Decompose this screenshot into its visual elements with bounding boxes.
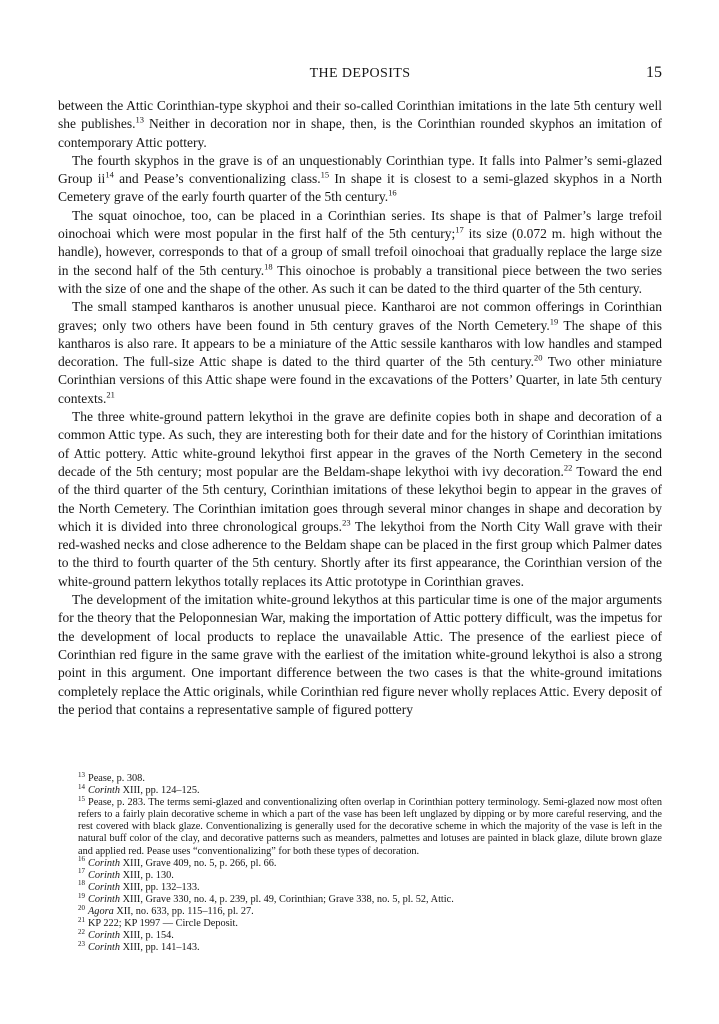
paragraph-text: between the Attic Corinthian-type skyphoi and their so-called Corinthian imitations in the late 5th century well she publishes. xyxy=(58,98,662,132)
footnote-text: Corinth xyxy=(88,857,121,869)
footnote-reference: 19 xyxy=(549,316,559,327)
paragraph-text: Toward the end of the third quarter of the 5th century, Corinthian imitations of these lekythoi begin to appear in the graves of the North Cemetery. The Corinthian imitation goes through several minor changes in shape and decoration by which it is divided into three chronological groups. xyxy=(58,463,662,534)
footnote-number: 13 xyxy=(78,770,85,779)
footnote-reference: 14 xyxy=(105,169,114,180)
footnote-number: 23 xyxy=(78,939,85,948)
paragraph xyxy=(58,408,662,591)
footnote-text: Corinth xyxy=(88,785,121,797)
footnote-text: Corinth xyxy=(88,881,121,893)
paragraph-text: its size (0.072 m. high without the handle), however, corresponds to that of a group of small trefoil oinochoai that gradually replace the large size in the second half of the 5th century. xyxy=(58,226,662,278)
paragraph-text: The squat oinochoe, too, can be placed in a Corinthian series. Its shape is that of Palmer’s large trefoil oinochoai which were most popular in the first half of the 5th century; xyxy=(58,207,662,242)
footnote-reference: 16 xyxy=(388,187,397,198)
footnote-text: XIII, p. 130. xyxy=(120,869,174,881)
footnote-text: Corinth xyxy=(88,869,121,881)
paragraph-text: Neither in decoration nor in shape, then, is the Corinthian rounded skyphos an imitation of contemporary Attic pottery. xyxy=(58,116,662,150)
footnote-text: XII, no. 633, pp. 115–116, pl. 27. xyxy=(113,906,254,918)
footnote-reference: 20 xyxy=(534,352,543,363)
footnote xyxy=(58,879,662,894)
footnote-text: Corinth xyxy=(88,942,121,954)
footnote xyxy=(58,794,662,857)
footnote-text: Pease, p. 308. xyxy=(88,773,145,784)
footnote-number: 20 xyxy=(78,903,85,912)
footnote-reference: 17 xyxy=(455,224,464,235)
footnote-number: 19 xyxy=(78,891,85,900)
paragraph-text: The small stamped kantharos is another unusual piece. Kantharoi are not common offerings in Corinthian graves; only two others have been found in 5th century graves of the North Cemetery. xyxy=(58,299,662,333)
paragraph-text: This oinochoe is probably a transitional piece between the two series with the size of one and the shape of the other. As such it can be dated to the third quarter of the 5th century. xyxy=(58,262,662,296)
body-text xyxy=(58,97,662,719)
footnote-reference: 22 xyxy=(563,462,573,473)
footnote-text: Corinth xyxy=(88,930,121,942)
footnote-text: XIII, pp. 124–125. xyxy=(120,785,200,797)
paragraph xyxy=(58,97,662,152)
paragraph-text: The development of the imitation white-ground lekythos at this particular time is one of the major arguments for the theory that the Peloponnesian War, making the importation of Attic pottery difficult, was the impetus for the development of local products to replace the unavailable Attic. The presence of the earliest piece of Corinthian red figure in the same grave with the earliest of the imitation white-ground lekythoi is also a strong point in this argument. One important difference between the two cases is that the white-ground imitations completely replace the Attic originals, while Corinthian red figure never wholly replaces Attic. Every deposit of the period that contains a representative sample of figured pottery xyxy=(58,592,662,717)
footnotes xyxy=(58,770,662,954)
footnote xyxy=(58,927,662,942)
footnote xyxy=(58,939,662,954)
paragraph-text: and Pease’s conventionalizing class. xyxy=(113,171,321,187)
footnote-reference: 15 xyxy=(320,169,330,180)
footnote-number: 14 xyxy=(78,782,85,791)
page-number: 15 xyxy=(646,64,662,81)
footnote-reference: 18 xyxy=(264,261,273,272)
footnote xyxy=(58,770,662,785)
footnote xyxy=(58,855,662,870)
running-head: THE DEPOSITS xyxy=(309,66,411,81)
footnote xyxy=(58,891,662,906)
footnote-number: 22 xyxy=(78,927,85,936)
paragraph-text: The fourth skyphos in the grave is of an unquestionably Corinthian type. It falls into Palmer’s semi-glazed Group ii xyxy=(58,152,662,187)
footnote-number: 21 xyxy=(78,915,85,924)
footnote-text: XIII, Grave 330, no. 4, p. 239, pl. 49, Corinthian; Grave 338, no. 5, pl. 52, Attic. xyxy=(120,893,454,905)
paragraph-text: The shape of this kantharos is also rare. It appears to be a miniature of the Attic sessile kantharos with low handles and stamped decoration. The full-size Attic shape is dated to the third quarter of the 5th century. xyxy=(58,317,662,370)
page xyxy=(58,0,662,1024)
paragraph xyxy=(58,152,662,207)
paragraph xyxy=(58,298,662,408)
footnote-reference: 23 xyxy=(342,517,351,528)
footnote xyxy=(58,867,662,882)
footnote xyxy=(58,915,662,930)
footnote-text: XIII, Grave 409, no. 5, p. 266, pl. 66. xyxy=(120,857,277,869)
paragraph-text: The three white-ground pattern lekythoi in the grave are definite copies both in shape and decoration of a common Attic type. As such, they are interesting both for their date and for the history of Corinthian imitations of Attic pottery. Attic white-ground lekythoi first appear in the graves of the North Cemetery in the second decade of the 5th century; most popular are the Beldam-shape lekythoi with ivy decoration. xyxy=(58,409,662,479)
footnote-text: XIII, p. 154. xyxy=(120,930,174,942)
footnote-number: 16 xyxy=(78,855,85,864)
footnote-number: 15 xyxy=(78,794,85,803)
paragraph-text: In shape it is closest to a semi-glazed skyphos in a North Cemetery grave of the early fourth quarter of the 5th century. xyxy=(58,171,662,205)
footnote-text: XIII, pp. 141–143. xyxy=(120,942,200,954)
footnote-text: Agora xyxy=(88,906,114,918)
footnote-number: 18 xyxy=(78,879,85,888)
paragraph-text: Two other miniature Corinthian versions of this Attic shape were found in the excavations of the Potters’ Quarter, in late 5th century contexts. xyxy=(58,354,662,406)
footnote-text: XIII, pp. 132–133. xyxy=(120,881,200,893)
footnote-reference: 21 xyxy=(106,389,115,400)
footnote-text: Corinth xyxy=(88,893,121,905)
footnote xyxy=(58,782,662,797)
page-header xyxy=(58,66,662,86)
paragraph-text: The lekythoi from the North City Wall grave with their red-washed necks and close adherence to the Beldam shape can be placed in the first group which Palmer dates to the third to fourth quarter of the 5th century. Shortly after its first appearance, the Corinthian version of the white-ground pattern lekythos totally replaces its Attic prototype in Corinthian graves. xyxy=(58,518,662,589)
footnote-reference: 13 xyxy=(135,114,144,125)
footnote-text: KP 222; KP 1997 — Circle Deposit. xyxy=(88,918,238,930)
footnote-text: Pease, p. 283. The terms semi-glazed and conventionalizing often overlap in Corinthian pottery terminology. Semi-glazed now most often refers to a fairly plain decorative scheme in which a part of the vase has been left unglazed by dipping or by more careful reserving, and the rest covered with black glaze. Conventionalizing is generally used for the decorative scheme in which the majority of the vase is left in the natural buff color of the clay, and decorative patterns such as meanders, palmettes and lotuses are painted in black glaze, dilute brown glaze and applied red. Pease uses “conventionalizing” for both these types of decoration. xyxy=(78,797,662,857)
footnote-number: 17 xyxy=(78,867,85,876)
paragraph xyxy=(58,591,662,719)
footnote xyxy=(58,903,662,918)
paragraph xyxy=(58,207,662,298)
